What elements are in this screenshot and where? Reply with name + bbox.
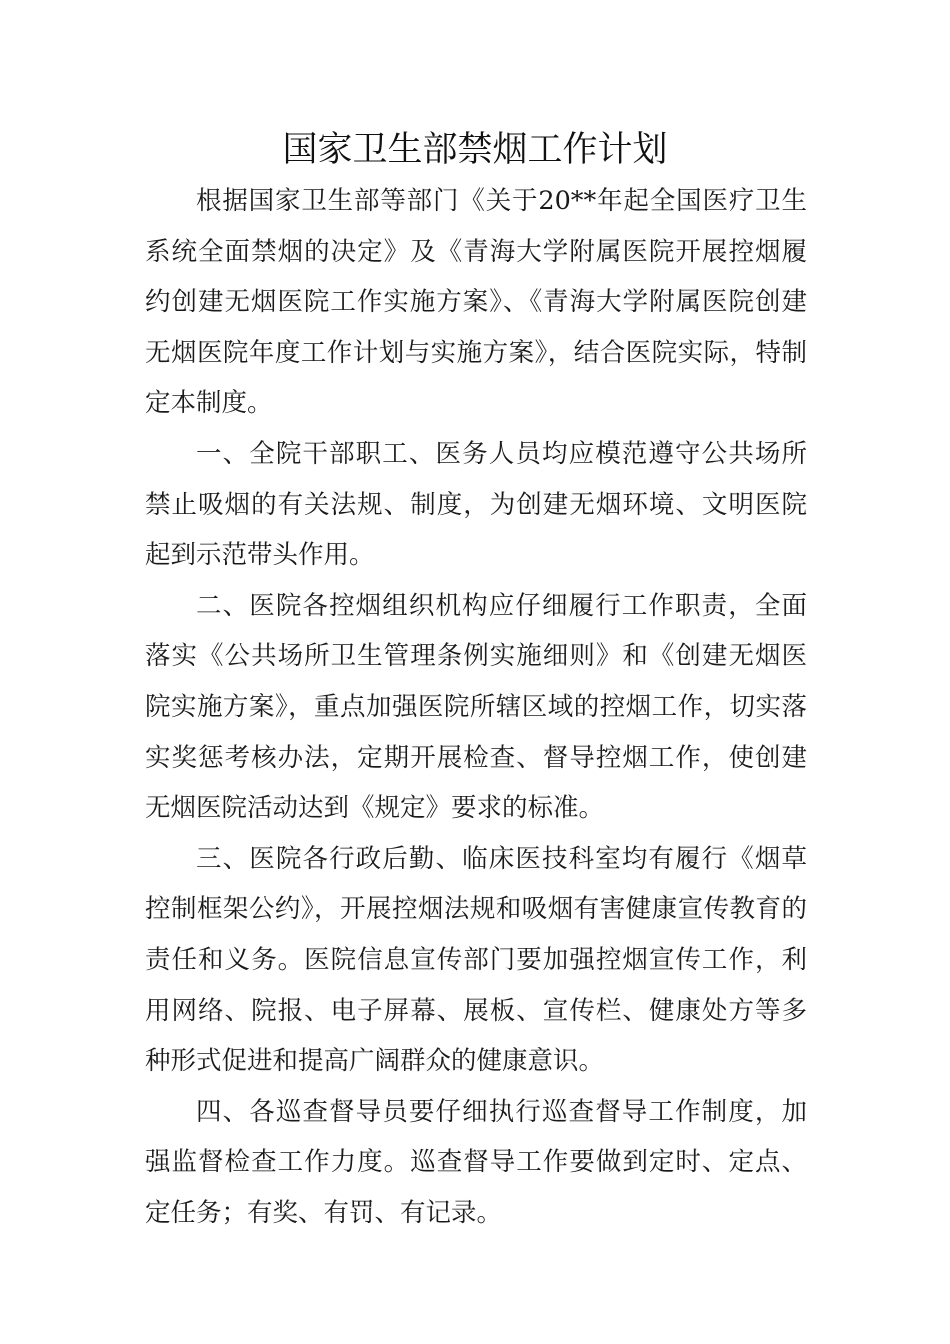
paragraph-intro: 根据国家卫生部等部门《关于20**年起全国医疗卫生系统全面禁烟的决定》及《青海大学附属医院开展控烟履约创建无烟医院工作实施方案》、《青海大学附属医院创建无烟医院年度工作计划与实施方案》，结合医院实际，特制定本制度。 — [145, 186, 807, 419]
paragraph-item-2: 二、医院各控烟组织机构应仔细履行工作职责，全面落实《公共场所卫生管理条例实施细则》和《创建无烟医院实施方案》，重点加强医院所辖区域的控烟工作，切实落实奖惩考核办法，定期开展检查、督导控烟工作，使创建无烟医院活动达到《规定》要求的标准。 — [145, 590, 807, 824]
document-title: 国家卫生部禁烟工作计划 — [282, 130, 668, 170]
paragraph-item-1: 一、全院干部职工、医务人员均应模范遵守公共场所禁止吸烟的有关法规、制度，为创建无烟环境、文明医院起到示范带头作用。 — [145, 438, 807, 571]
document-body — [145, 176, 807, 1238]
paragraph-item-3: 三、医院各行政后勤、临床医技科室均有履行《烟草控制框架公约》，开展控烟法规和吸烟有害健康宣传教育的责任和义务。医院信息宣传部门要加强控烟宣传工作，利用网络、院报、电子屏幕、展板、宣传栏、健康处方等多种形式促进和提高广阔群众的健康意识。 — [145, 843, 807, 1077]
paragraph-item-4: 四、各巡查督导员要仔细执行巡查督导工作制度，加强监督检查工作力度。巡查督导工作要做到定时、定点、定任务；有奖、有罚、有记录。 — [145, 1096, 807, 1228]
